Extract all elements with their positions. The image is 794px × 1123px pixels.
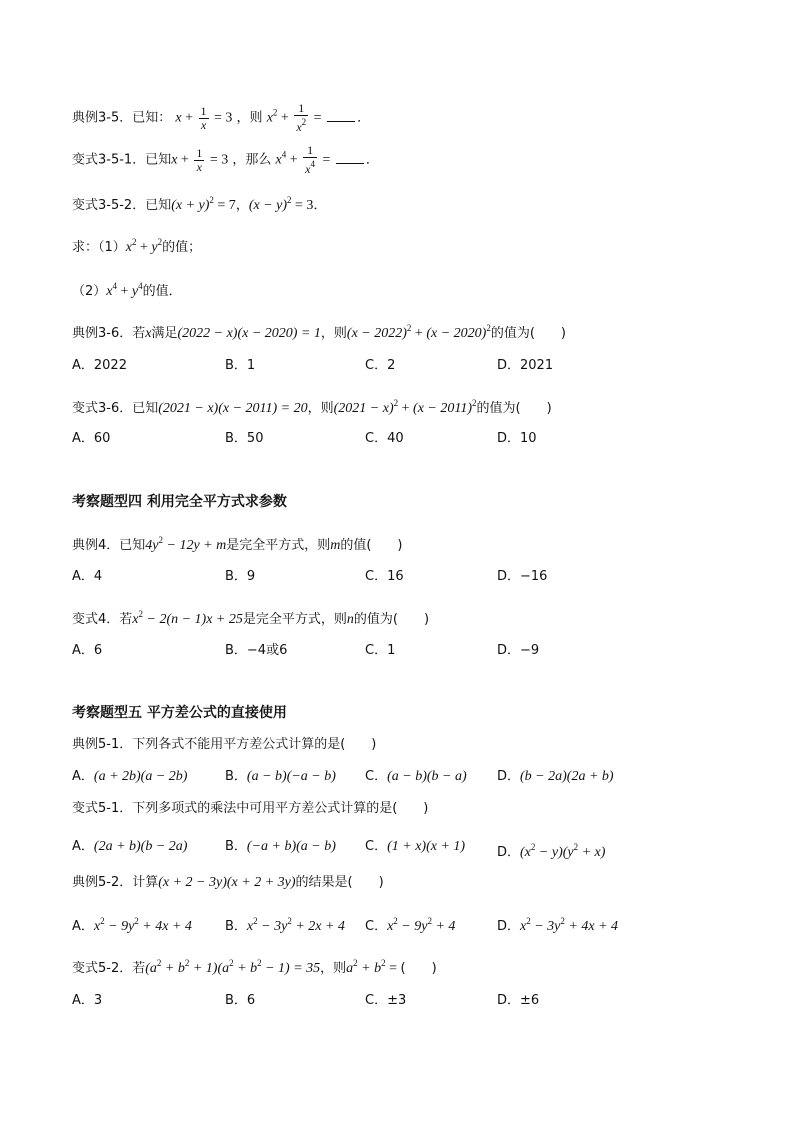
text-tail: 的结果是( ) [295,875,384,890]
math-expr: (a + 2b)(a − 2b) [93,769,188,784]
text-tail: 的值( ) [340,538,403,553]
option-a[interactable] [72,767,187,787]
variant-5-2-label: 变式5-2．若 [72,961,146,976]
math-expr: + b [233,961,258,976]
frac-den [303,158,317,176]
math-var: x [296,120,302,134]
math-var: x [275,152,282,168]
text-connector: ，则 [320,961,347,976]
option-prefix: A． [72,839,94,854]
math-var: x [125,240,132,255]
math-expr: − 3y [257,919,288,934]
math-var: x [305,162,311,176]
option-b[interactable]: B．9 [225,569,256,584]
exponent: 2 [257,958,262,968]
math-var: x [387,919,394,934]
frac-den: x [200,117,207,132]
math-expr: (2021 − x)(x − 2011) = 20 [158,401,308,416]
math-expr: + b [357,961,382,976]
math-expr: (1 + x)(x + 1) [387,839,466,854]
math-var: x [145,326,152,341]
option-d[interactable] [497,911,618,937]
math-op: + [286,152,302,168]
fraction [294,102,308,134]
variant-3-5-2-label: 变式3-5-2．已知 [72,198,172,213]
math-expr: − 3y [530,919,561,934]
math-op: = [385,961,401,976]
math-expr: + 4x + 4 [564,919,619,934]
math-expr: (x − y) [248,198,288,213]
option-c[interactable] [365,911,455,937]
exponent: 2 [253,916,258,926]
math-expr: − y)(y [535,845,574,860]
math-var: y [131,284,139,299]
question-label: 求：（1） [72,240,126,255]
exponent: 4 [281,149,287,160]
option-prefix: C． [365,919,388,934]
option-a[interactable]: A．4 [72,569,103,584]
exponent: 4 [310,159,315,169]
example-5-2-label: 典例5-2．计算 [72,875,159,890]
math-op: = [318,152,334,168]
exponent: 2 [132,237,137,247]
math-expr: (x + y) [171,198,210,213]
math-expr: (x − 2011) [413,401,472,416]
variant-4 [72,604,429,630]
exponent: 2 [560,916,565,926]
frac-den [294,116,308,134]
math-expr: − 12y + m [163,538,227,553]
text-tail: ． [357,110,371,126]
text-tail: ． [313,198,327,213]
math-var: n [346,612,354,627]
math-op: + [411,326,427,341]
math-var: x [93,919,101,934]
variant-5-1: 变式5-1．下列多项式的乘法中可用平方差公式计算的是( ) [72,801,429,816]
text-tail: 的值． [142,284,182,299]
question-part-2 [72,276,182,302]
variant-3-6-label: 变式3-6．已知 [72,401,159,416]
math-expr: (a [145,961,157,976]
text-connector: ，则 [236,110,263,126]
option-b[interactable] [225,767,336,787]
text-tail: 的值； [162,240,202,255]
option-c[interactable]: C．2 [365,358,396,373]
options-variant-5-1 [72,837,692,860]
option-a[interactable] [72,837,187,857]
option-b[interactable] [225,837,336,857]
exponent: 2 [486,323,491,333]
exponent: 2 [184,958,190,968]
exponent: 2 [229,958,234,968]
math-expr: (−a + b)(a − b) [246,839,336,854]
option-c[interactable]: C．16 [365,569,404,584]
option-prefix: B． [225,919,247,934]
example-3-5-label: 典例3-5．已知： [72,110,172,126]
exponent: 4 [112,281,117,291]
exponent: 2 [287,195,292,205]
option-c[interactable] [365,767,467,787]
option-c[interactable]: C．40 [365,431,404,446]
math-expr: − 1) = 35 [261,961,321,976]
exponent: 2 [158,535,163,545]
options-variant-4 [72,641,692,661]
math-expr: (x + 2 − 3y)(x + 2 + 3y) [158,875,296,890]
math-expr: − 2(n − 1)x + 25 [143,612,243,627]
fraction [194,147,204,174]
exponent: 2 [530,842,536,852]
frac-num: 1 [294,102,308,116]
option-prefix: A． [72,769,94,784]
exponent: 2 [156,958,162,968]
variant-5-2 [72,953,437,979]
option-b[interactable]: B．1 [225,358,256,373]
math-op: + [181,110,197,126]
math-expr: + 1)(a [189,961,230,976]
example-3-6 [72,318,566,344]
option-a[interactable] [72,911,192,937]
math-op: + [277,110,293,126]
text-connector: ，则 [307,401,334,416]
exponent: 2 [573,842,579,852]
math-var: y [151,240,158,255]
example-5-1: 典例5-1．下列各式不能用平方差公式计算的是( ) [72,737,377,752]
option-b[interactable]: B．−4或6 [225,643,288,658]
math-expr: − 9y [104,919,135,934]
option-d[interactable] [497,837,605,863]
option-prefix: D． [497,845,521,860]
math-op: + [398,401,414,416]
math-expr: (b − 2a)(2a + b) [520,769,614,784]
exponent: 2 [100,916,105,926]
answer-blank[interactable] [336,151,364,164]
option-a[interactable]: A．3 [72,993,103,1008]
option-prefix: C． [365,839,388,854]
math-op: + [117,284,132,299]
text-tail: ( ) [400,961,437,976]
math-var: a [346,961,354,976]
options-variant-5-2 [72,991,692,1011]
options-variant-3-6 [72,429,692,449]
text-connector: ，那么 [232,152,272,168]
text-connector: ，则 [320,326,347,341]
option-d[interactable]: D．10 [497,431,537,446]
exponent: 2 [427,916,432,926]
frac-den: x [196,159,202,174]
option-a[interactable]: A．6 [72,643,103,658]
example-5-2 [72,873,384,893]
math-var: x [132,612,139,627]
exponent: 2 [301,117,307,127]
variant-3-5-2 [72,190,326,216]
option-c[interactable] [365,837,465,857]
option-b[interactable] [225,911,345,937]
option-d[interactable]: D．±6 [497,993,540,1008]
text-connector: 是完全平方式，则 [226,538,331,553]
variant-3-5-1-label: 变式3-5-1．已知 [72,152,172,168]
example-3-5 [72,102,370,134]
math-expr: (x − 2022) [346,326,407,341]
option-prefix: C． [365,769,388,784]
exponent: 2 [406,323,412,333]
math-expr: + 4x + 4 [138,919,192,934]
exponent: 2 [157,237,163,247]
text-tail: 的值为( ) [353,612,430,627]
fraction [199,105,209,132]
text-connector: 满足 [151,326,178,341]
math-expr: (x [520,845,531,860]
math-expr: (x − 2020) [426,326,487,341]
option-a[interactable]: A．2022 [72,358,127,373]
frac-num: 1 [196,145,203,160]
section-heading-4: 考察题型四 利用完全平方式求参数 [72,494,287,510]
option-prefix: D． [497,769,521,784]
exponent: 2 [287,916,292,926]
variant-3-5-1 [72,144,379,176]
exponent: 2 [526,916,531,926]
math-expr: (a − b)(−a − b) [246,769,336,784]
answer-blank[interactable] [327,109,355,122]
text-tail: 的值为( ) [490,326,566,341]
option-prefix: B． [225,839,247,854]
option-c[interactable]: C．±3 [365,993,407,1008]
text-sep: ， [235,198,249,213]
option-prefix: A． [72,919,94,934]
option-d[interactable]: D．−16 [497,569,548,584]
math-var: x [266,110,273,126]
option-b[interactable]: B．6 [225,993,256,1008]
option-prefix: D． [497,919,521,934]
math-op: = 7 [213,198,236,213]
exponent: 2 [209,195,214,205]
math-op: = 3 [210,110,233,126]
option-b[interactable]: B．50 [225,431,264,446]
math-var: x [520,919,527,934]
math-expr: + 2x + 4 [291,919,345,934]
math-expr: (2022 − x)(x − 2020) = 1 [177,326,321,341]
exponent: 2 [272,107,278,118]
math-expr: (a − b)(b − a) [387,769,467,784]
math-op: = 3 [206,152,229,168]
exponent: 2 [472,398,477,408]
text-tail: 的值为( ) [476,401,552,416]
options-example-5-1 [72,767,692,787]
math-op: + [177,152,193,168]
option-prefix: B． [225,769,247,784]
options-example-4 [72,567,692,587]
math-var: x [246,919,254,934]
variant-3-6 [72,393,552,419]
option-d[interactable] [497,767,614,787]
exponent: 2 [134,916,139,926]
example-3-6-label: 典例3-6．若 [72,326,146,341]
exponent: 2 [393,398,399,408]
math-var: m [330,538,341,553]
math-var: x [106,284,113,299]
section-heading-5: 考察题型五 平方差公式的直接使用 [72,705,287,721]
exponent: 2 [138,609,143,619]
math-expr: − 9y [397,919,428,934]
frac-num: 1 [303,144,317,158]
math-expr: 4y [145,538,159,553]
exponent: 2 [381,958,386,968]
option-c[interactable]: C．1 [365,643,396,658]
fraction [303,144,317,176]
example-4 [72,530,403,556]
frac-num: 1 [200,103,207,118]
exponent: 4 [138,281,143,291]
math-op: = 3 [291,198,314,213]
text-tail: ． [365,152,379,168]
math-var: x [171,152,178,168]
math-expr: + 4 [431,919,456,934]
exponent: 2 [353,958,358,968]
text-connector: 是完全平方式，则 [242,612,347,627]
exponent: 2 [393,916,398,926]
question-label: （2） [72,284,107,299]
math-expr: (2021 − x) [333,401,394,416]
math-op: + [136,240,152,255]
example-4-label: 典例4．已知 [72,538,146,553]
question-part-1 [72,232,201,258]
options-example-5-2 [72,911,692,934]
math-op: = [310,110,326,126]
options-example-3-6 [72,356,692,376]
option-a[interactable]: A．60 [72,431,111,446]
variant-4-label: 变式4．若 [72,612,133,627]
math-var: x [175,110,182,126]
math-expr: (2a + b)(b − 2a) [93,839,188,854]
option-d[interactable]: D．2021 [497,358,554,373]
math-expr: + x) [578,845,606,860]
math-expr: + b [161,961,185,976]
option-d[interactable]: D．−9 [497,643,540,658]
